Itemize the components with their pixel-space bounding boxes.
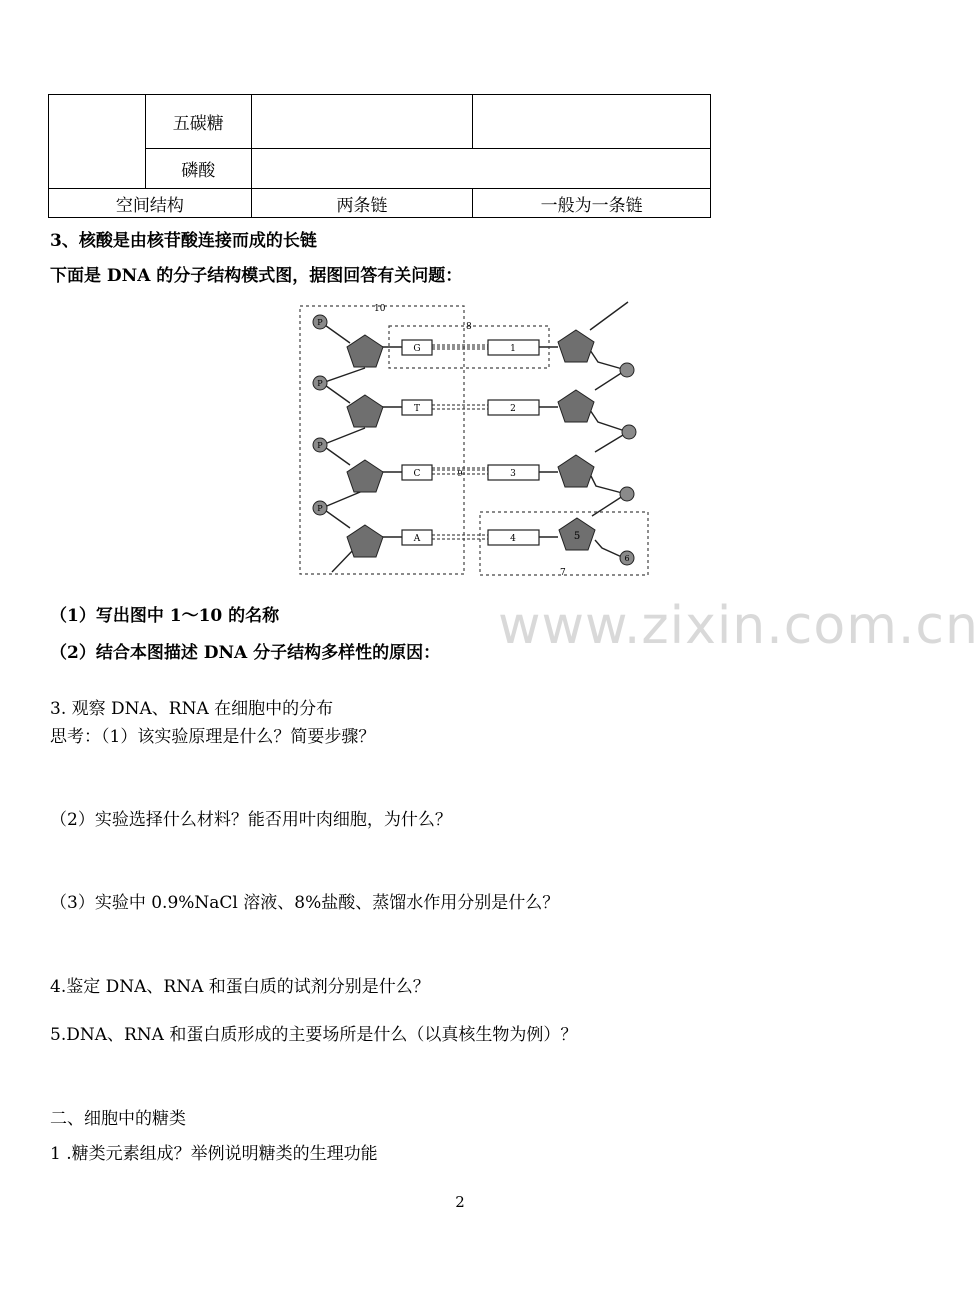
phosphate-label: P <box>317 379 323 388</box>
base-number: 3 <box>510 469 516 479</box>
deoxyribose-pentagon <box>347 395 383 427</box>
table-cell-dna-strands: 两条链 <box>251 189 473 218</box>
phosphate-label: P <box>317 504 323 513</box>
base-letter: C <box>413 469 421 479</box>
deoxyribose-pentagon <box>558 330 594 362</box>
phosphate-circle <box>620 487 634 501</box>
phosphate-circle <box>620 363 634 377</box>
deoxyribose-pentagon <box>558 455 594 487</box>
sugar-question-1: 1 .糖类元素组成？举例说明糖类的生理功能 <box>50 1144 378 1164</box>
deoxyribose-pentagon <box>558 390 594 422</box>
section-heading-sugars: 二、细胞中的糖类 <box>50 1109 186 1129</box>
phosphate-label: P <box>317 318 323 327</box>
section-3-title: 3. 观察 DNA、RNA 在细胞中的分布 <box>50 699 334 719</box>
question-1: （1）写出图中 1～10 的名称 <box>50 606 280 626</box>
base-number: 4 <box>510 534 516 544</box>
bond-label: 9 <box>457 469 463 478</box>
phosphate-circle <box>622 425 636 439</box>
table-cell-phosphate: 磷酸 <box>145 149 251 189</box>
base-number: 2 <box>510 404 516 414</box>
think-question-3: （3）实验中 0.9%NaCl 溶液、8%盐酸、蒸馏水作用分别是什么？ <box>50 893 560 913</box>
table-cell-empty <box>251 149 710 189</box>
base-letter: G <box>413 344 421 354</box>
base-letter: A <box>413 534 421 544</box>
diagram-intro: 下面是 DNA 的分子结构模式图，据图回答有关问题： <box>50 266 463 286</box>
table-cell-pentose: 五碳糖 <box>145 95 251 149</box>
question-2: （2）结合本图描述 DNA 分子结构多样性的原因： <box>50 643 441 663</box>
deoxyribose-pentagon <box>347 525 383 557</box>
table-cell-spatial-structure: 空间结构 <box>49 189 252 218</box>
phosphate-label: P <box>317 441 323 450</box>
page-number: 2 <box>455 1193 465 1211</box>
heading-nucleic-acid: 3、核酸是由核苷酸连接而成的长链 <box>50 231 317 251</box>
box-8-label: 8 <box>466 322 472 332</box>
dna-structure-diagram <box>290 290 650 585</box>
table-empty-cell <box>49 95 146 189</box>
box-7-label: 7 <box>560 568 566 578</box>
table-cell-empty <box>473 95 711 149</box>
section-4-question: 4.鉴定 DNA、RNA 和蛋白质的试剂分别是什么？ <box>50 977 430 997</box>
section-5-question: 5.DNA、RNA 和蛋白质形成的主要场所是什么（以真核生物为例）？ <box>50 1025 578 1045</box>
table-cell-empty <box>251 95 473 149</box>
comparison-table <box>48 94 711 218</box>
phosphate-number-6: 6 <box>624 554 630 563</box>
table-cell-rna-strands: 一般为一条链 <box>473 189 711 218</box>
watermark: www.zixin.com.cn <box>498 596 979 656</box>
deoxyribose-pentagon <box>347 335 383 367</box>
box-10-label: 10 <box>374 304 386 314</box>
base-number: 1 <box>510 344 516 354</box>
think-question-1: 思考：（1）该实验原理是什么？简要步骤？ <box>50 727 376 747</box>
deoxyribose-pentagon <box>347 460 383 492</box>
sugar-label-5: 5 <box>573 531 581 542</box>
think-question-2: （2）实验选择什么材料？能否用叶肉细胞，为什么？ <box>50 810 452 830</box>
base-letter: T <box>413 404 421 414</box>
